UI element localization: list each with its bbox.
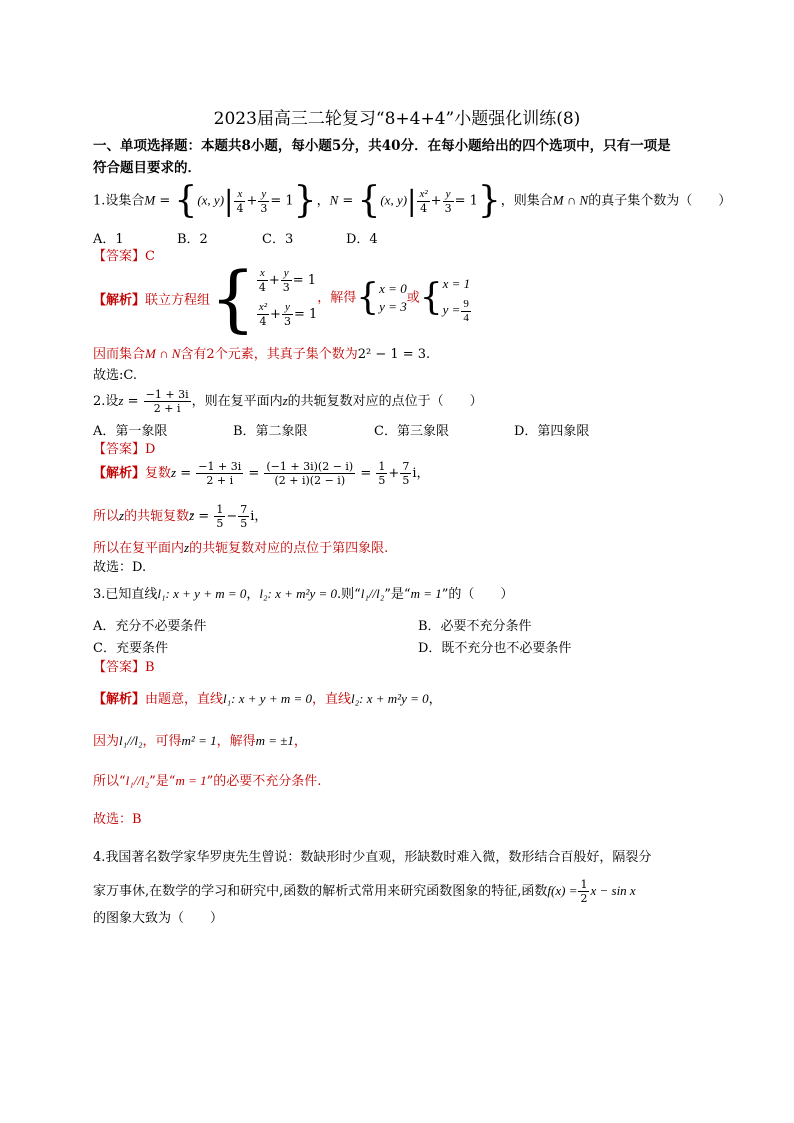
option-d: D．4 [346, 232, 378, 247]
analysis-2-line3: 所以在复平面内z的共轭复数对应的点位于第四象限. [93, 540, 389, 556]
option-b: B．2 [177, 232, 208, 247]
option-c: C．充要条件 [93, 641, 168, 656]
option-d: D．既不充分也不必要条件 [418, 641, 572, 656]
page-title: 2023届高三二轮复习“8+4+4”小题强化训练(8) [213, 109, 581, 129]
question-3-stem: 3.已知直线l₁: x + y + m = 0，l₂: x + m²y = 0.则“l₁//l₂”是“m = 1”的（ ） [93, 586, 514, 602]
analysis-2-line2: 所以z的共轭复数z̄ = $\frac{1}{5}$ − $\frac{7}{5}$ i， [93, 503, 268, 530]
analysis-2: 【解析】复数z = $\frac{-1 + 3i}{2 + i}$ = $\frac{(-1 + 3i)(2 - i)}{(2 + i)(2 - i)}$ = $\frac{1}{5}$ + $\frac{7}{5}$ i， [93, 460, 430, 487]
answer-2: 【答案】D [93, 442, 156, 457]
section-heading-line1: 一、单项选择题：本题共8小题，每小题5分，共40分．在每小题给出的四个选项中，只有一项是 [93, 138, 671, 154]
choose-3: 故选：B [93, 812, 142, 827]
analysis-1: 【解析】联立方程组{ $\frac{x}{4}$ + $\frac{y}{3}$ = 1 $\frac{\text{x²}}{4}$ + $\frac{y}{3}$ = 1 ，解得{ x = 0 y = 3 或{ x = 1 y = $\frac{9}{4}$ [93, 256, 471, 340]
analysis-3-line2: 因为l₁//l₂，可得m² = 1，解得m = ±1， [93, 733, 307, 749]
analysis-1-conclusion: 因而集合M ∩ N含有2个元素，其真子集个数为2² − 1 = 3. [93, 346, 431, 362]
option-b: B．第二象限 [233, 424, 308, 439]
option-b: B．必要不充分条件 [418, 619, 532, 634]
section-heading-line2: 符合题目要求的． [93, 160, 201, 176]
section-heading [93, 135, 671, 179]
option-d: D．第四象限 [514, 424, 590, 439]
choose-1: 故选:C. [93, 368, 137, 383]
question-2-stem: 2.设z = $\frac{-1 + 3i}{2 + i}$ ，则在复平面内z的共轭复数对应的点位于（ ） [93, 388, 483, 415]
analysis-3-line3: 所以“l₁//l₂”是“m = 1”的必要不充分条件. [93, 773, 322, 789]
option-a: A．1 [93, 232, 124, 247]
question-4-line3: 的图象大致为（ ） [93, 911, 224, 926]
option-c: C．第三象限 [374, 424, 449, 439]
question-4-line2: 家万事休,在数学的学习和研究中,函数的解析式常用来研究函数图象的特征,函数f(x) = $\frac{1}{2}$ x − sin x [93, 878, 636, 905]
choose-2: 故选：D. [93, 560, 147, 575]
question-1-stem: 1.设集合M = {(x, y)| $\frac{x}{4}$ + $\frac{y}{3}$ = 1}，N = {(x, y)| $\frac{\text{x²}}{4}$ + $\frac{y}{3}$ = 1}，则集合M ∩ N的真子集个数为（ ） [93, 180, 732, 221]
answer-1: 【答案】C [93, 249, 155, 264]
answer-3: 【答案】B [93, 660, 155, 675]
option-a: A．充分不必要条件 [93, 619, 207, 634]
option-c: C．3 [262, 232, 294, 247]
option-a: A．第一象限 [93, 424, 168, 439]
analysis-3: 【解析】由题意，直线l₁: x + y + m = 0，直线l₂: x + m²y = 0， [93, 691, 442, 707]
question-4-line1: 4.我国著名数学家华罗庚先生曾说：数缺形时少直观，形缺数时难入微，数形结合百般好，隔裂分 [93, 850, 652, 865]
